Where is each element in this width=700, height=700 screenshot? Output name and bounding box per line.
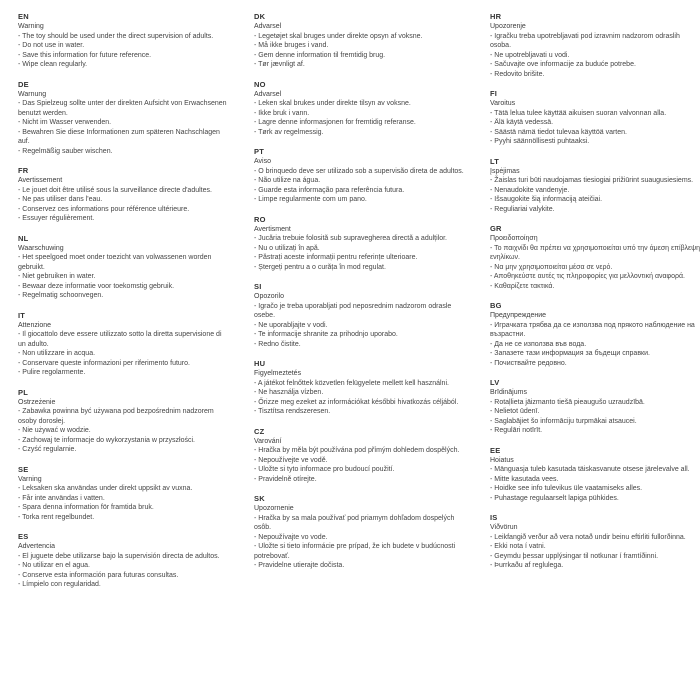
warning-item: - Ne upotrebljavati u vodi. <box>490 51 570 59</box>
warning-item: - Καθαρίζετε τακτικά. <box>490 282 555 290</box>
warning-item: - The toy should be used under the direct supervision of adults. <box>18 32 214 40</box>
warning-item: - Saglabājiet šo informāciju turpmākai atsaucei. <box>490 417 637 425</box>
warning-title: Advarsel <box>254 90 282 98</box>
column-1 <box>18 12 230 690</box>
language-section-en <box>18 12 230 70</box>
warning-item: - Conservare queste informazioni per riferimento futuro. <box>18 359 190 367</box>
language-section-de <box>18 80 230 157</box>
language-section-dk <box>254 12 466 70</box>
warning-item: - Jucăria trebuie folosită sub supravegherea directă a adulților. <box>254 235 447 242</box>
language-section-it <box>18 311 230 378</box>
warning-item: - Regelmäßig sauber wischen. <box>18 147 113 155</box>
warning-item: - Regelmatig schoonvegen. <box>18 292 104 299</box>
warning-item: - Nelietot ūdenī. <box>490 408 540 415</box>
language-code: IT <box>18 310 26 320</box>
warning-item: - Почиствайте редовно. <box>490 359 567 367</box>
warning-item: - Tisztítsa rendszeresen. <box>254 408 331 415</box>
language-code: GR <box>490 224 502 233</box>
warning-item: - Uložte si tyto informace pro budoucí použití. <box>254 466 395 473</box>
warning-item: - Älä käytä vedessä. <box>490 119 554 126</box>
warning-item: - Играчката трябва да се използва под прякото наблюдение на възрастни. <box>490 321 695 338</box>
language-code: SK <box>254 494 265 503</box>
warning-title: Varoitus <box>490 100 516 107</box>
warning-item: - Bewahren Sie diese Informationen zum späteren Nachschlagen auf. <box>18 128 220 145</box>
warning-item: - Igračo je treba uporabljati pod neposrednim nadzorom odrasle osebe. <box>254 302 452 319</box>
warning-title: Avertissement <box>18 177 63 184</box>
column-2 <box>254 12 466 690</box>
language-section-no <box>254 80 466 138</box>
warning-item: - Te informacije shranite za prihodnjo uporabo. <box>254 331 398 338</box>
language-code: EN <box>18 12 29 21</box>
warning-item: - Il giocattolo deve essere utilizzato sotto la diretta supervisione di un adulto. <box>18 331 222 348</box>
language-code: FI <box>490 89 498 98</box>
warning-item: - Το παιχνίδι θα πρέπει να χρησιμοποιείται υπό την άμεση επίβλεψη ενηλίκων. <box>490 244 700 261</box>
warning-item: - Tätä lelua tulee käyttää aikuisen suoran valvonnan alla. <box>490 109 667 117</box>
warning-item: - Tørk av regelmessig. <box>254 128 324 136</box>
warning-item: - Nepoužívejte ve vodě. <box>254 456 328 464</box>
warning-item: - Zabawka powinna być używana pod bezpośrednim nadzorem osoby dorosłej. <box>18 408 214 425</box>
language-section-sk <box>254 494 466 571</box>
language-code: IS <box>490 513 498 522</box>
warning-item: - Non utilizzare in acqua. <box>18 350 96 357</box>
language-code: DE <box>18 79 29 89</box>
language-code: CZ <box>254 426 265 436</box>
warning-item: - Do not use in water. <box>18 42 85 49</box>
warning-item: - Límpielo con regularidad. <box>18 581 101 588</box>
warning-item: - Zachowaj te informacje do wykorzystania w przyszłości. <box>18 436 196 444</box>
warning-item: - O brinquedo deve ser utilizado sob a supervisão direta de adultos. <box>254 167 464 175</box>
warning-title: Предупреждение <box>490 312 547 319</box>
warning-item: - Αποθηκεύστε αυτές τις πληροφορίες για μελλοντική αναφορά. <box>490 273 685 280</box>
warning-item: - Igračku treba upotrebljavati pod izravnim nadzorom odraslih osoba. <box>490 32 680 49</box>
warning-title: Aviso <box>254 158 271 165</box>
warning-item: - Save this information for future reference. <box>18 51 152 59</box>
language-section-fr <box>18 166 230 224</box>
warning-item: - Må ikke bruges i vand. <box>254 42 329 49</box>
warning-item: - Leken skal brukes under direkte tilsyn av voksne. <box>254 100 411 107</box>
warning-item: - A játékot felnőttek közvetlen felügyelete mellett kell használni. <box>254 379 449 387</box>
warning-item: - Lagre denne informasjonen for fremtidig referanse. <box>254 119 416 126</box>
warning-item: - Запазете тази информация за бъдещи справки. <box>490 350 650 357</box>
warning-item: - Torka rent regelbundet. <box>18 513 95 521</box>
warning-title: Ostrzeżenie <box>18 398 56 406</box>
warning-title: Warnung <box>18 90 47 98</box>
warning-item: - Rotaļlieta jāizmanto tiešā pieaugušo uzraudzībā. <box>490 398 645 406</box>
warning-item: - Tør jævnligt af. <box>254 61 305 68</box>
warning-title: Attenzione <box>18 321 52 329</box>
language-code: PL <box>18 387 28 397</box>
warning-item: - Redno čistite. <box>254 340 301 348</box>
language-section-fi <box>490 89 700 147</box>
language-code: NL <box>18 233 29 243</box>
language-section-hr <box>490 12 700 79</box>
warning-title: Προειδοποίηση <box>490 235 538 242</box>
warning-title: Įspėjimas <box>490 167 520 175</box>
warning-title: Brīdinājums <box>490 389 527 396</box>
language-section-hu <box>254 359 466 417</box>
language-code: RO <box>254 214 266 224</box>
warning-item: - Mitte kasutada vees. <box>490 475 559 483</box>
language-code: SI <box>254 282 262 291</box>
language-code: SE <box>18 464 29 474</box>
warning-item: - Sačuvajte ove informacije za buduće potrebe. <box>490 61 636 68</box>
language-code: ES <box>18 532 29 541</box>
language-section-es <box>18 532 230 590</box>
warning-item: - Ne használja vízben. <box>254 389 324 396</box>
language-section-is <box>490 513 700 571</box>
language-code: LT <box>490 156 500 166</box>
warning-item: - Legetøjet skal bruges under direkte opsyn af voksne. <box>254 32 423 40</box>
language-code: LV <box>490 378 500 387</box>
warning-item: - Pulire regolarmente. <box>18 369 86 376</box>
warning-item: - Não utilize na água. <box>254 177 321 184</box>
warning-item: - Þurrkaðu af reglulega. <box>490 562 564 569</box>
language-section-lv <box>490 378 700 436</box>
warning-item: - Conserve esta información para futuras consultas. <box>18 571 179 579</box>
warning-item: - Ne pas utiliser dans l'eau. <box>18 196 103 203</box>
language-code: DK <box>254 12 266 21</box>
warning-item: - Het speelgoed moet onder toezicht van volwassenen worden gebruikt. <box>18 254 212 271</box>
warning-item: - Őrizze meg ezeket az információkat későbbi hivatkozás céljából. <box>254 398 459 406</box>
warning-item: - Niet gebruiken in water. <box>18 273 96 280</box>
warning-title: Upozornenie <box>254 505 294 512</box>
warning-title: Varning <box>18 475 42 483</box>
warning-item: - Ikke bruk i vann. <box>254 109 310 117</box>
warning-item: - Ekki nota í vatni. <box>490 543 546 550</box>
warning-title: Advertencia <box>18 543 55 550</box>
warning-item: - Pravidelne utierajte dočista. <box>254 562 345 569</box>
warning-item: - Να μην χρησιμοποιείται μέσα σε νερό. <box>490 263 613 271</box>
warning-item: - Le jouet doit être utilisé sous la surveillance directe d'adultes. <box>18 186 212 194</box>
warning-item: - Limpe regularmente com um pano. <box>254 196 367 203</box>
warning-title: Avertisment <box>254 225 291 233</box>
column-3 <box>490 12 700 690</box>
language-code: NO <box>254 79 266 89</box>
warning-item: - Spara denna information för framtida bruk. <box>18 504 154 511</box>
language-section-gr <box>490 224 700 291</box>
warning-title: Hoiatus <box>490 456 514 464</box>
warning-item: - Wipe clean regularly. <box>18 61 88 68</box>
warning-title: Varování <box>254 437 282 445</box>
warning-item: - Ne uporabljajte v vodi. <box>254 321 328 329</box>
warning-item: - Nenaudokite vandenyje. <box>490 186 570 194</box>
warning-item: - Išsaugokite šią informaciją ateičiai. <box>490 196 603 203</box>
warning-item: - Regulāri notīrīt. <box>490 427 543 434</box>
warning-item: - Mänguasja tuleb kasutada täiskasvanute otsese järelevalve all. <box>490 466 690 473</box>
warning-item: - Säästä nämä tiedot tulevaa käyttöä varten. <box>490 128 627 136</box>
language-section-bg <box>490 301 700 368</box>
warning-item: - Conservez ces informations pour référence ultérieure. <box>18 205 190 213</box>
warning-item: - Păstrați aceste informații pentru referințe ulterioare. <box>254 254 418 261</box>
warning-item: - Får inte användas i vatten. <box>18 494 105 502</box>
warning-item: - Pyyhi säännöllisesti puhtaaksi. <box>490 138 590 145</box>
language-code: HR <box>490 12 502 21</box>
language-section-si <box>254 282 466 349</box>
warning-item: - Hračka by měla být používána pod přímým dohledem dospělých. <box>254 447 460 454</box>
warning-item: - Guarde esta informação para referência futura. <box>254 186 405 194</box>
warning-item: - Gem denne information til fremtidig brug. <box>254 51 386 59</box>
language-code: PT <box>254 147 264 156</box>
warning-item: - Reguliariai valykite. <box>490 205 555 213</box>
warning-item: - Uložte si tieto informácie pre prípad, že ich budete v budúcnosti potrebovať. <box>254 543 456 560</box>
warning-item: - Nu o utilizați în apă. <box>254 244 320 252</box>
warning-item: - Nicht im Wasser verwenden. <box>18 119 112 126</box>
language-code: HU <box>254 359 266 368</box>
warning-item: - Puhastage regulaarselt lapiga pühkides. <box>490 494 619 502</box>
warning-title: Figyelmeztetés <box>254 370 302 377</box>
language-section-nl <box>18 234 230 301</box>
language-section-pl <box>18 388 230 455</box>
warning-item: - Žaislas turi būti naudojamas tiesiogiai prižiūrint suaugusiesiems. <box>490 177 694 184</box>
language-section-lt <box>490 157 700 215</box>
warning-item: - El juguete debe utilizarse bajo la supervisión directa de adultos. <box>18 552 220 560</box>
warning-title: Advarsel <box>254 23 282 30</box>
warning-item: - Да не се използва във вода. <box>490 340 587 348</box>
language-section-ee <box>490 446 700 504</box>
warning-item: - Leikfangið verður að vera notað undir beinu eftirliti fullorðinna. <box>490 533 686 541</box>
warning-item: - Geymdu þessar upplýsingar til notkunar í framtíðinni. <box>490 552 659 560</box>
warning-item: - Das Spielzeug sollte unter der direkten Aufsicht von Erwachsenen benutzt werden. <box>18 100 227 117</box>
language-section-se <box>18 465 230 523</box>
warning-item: - Nepoužívajte vo vode. <box>254 533 328 541</box>
warning-item: - Czyść regularnie. <box>18 446 77 453</box>
warning-item: - No utilizar en el agua. <box>18 562 90 569</box>
warning-item: - Nie używać w wodzie. <box>18 427 91 434</box>
language-section-cz <box>254 427 466 485</box>
warning-title: Upozorenje <box>490 23 526 30</box>
warning-item: - Bewaar deze informatie voor toekomstig gebruik. <box>18 282 175 290</box>
warning-item: - Hračka by sa mala používať pod priamym dohľadom dospelých osôb. <box>254 514 455 531</box>
language-section-pt <box>254 147 466 205</box>
warning-title: Warning <box>18 23 44 30</box>
language-code: EE <box>490 445 501 455</box>
warning-title: Opozorilo <box>254 293 284 300</box>
language-section-ro <box>254 215 466 273</box>
warning-title: Waarschuwing <box>18 244 64 252</box>
warning-item: - Essuyer régulièrement. <box>18 215 95 222</box>
warning-item: - Leksaken ska användas under direkt uppsikt av vuxna. <box>18 485 193 492</box>
language-code: FR <box>18 166 29 175</box>
warning-item: - Pravidelně otírejte. <box>254 475 317 483</box>
warning-title: Viðvörun <box>490 524 518 531</box>
warning-item: - Hoidke see info tulevikus üle vaatamiseks alles. <box>490 485 643 492</box>
warning-item: - Ștergeți pentru a o curăța în mod regulat. <box>254 263 386 271</box>
language-code: BG <box>490 301 502 310</box>
warning-item: - Redovito brišite. <box>490 70 545 78</box>
